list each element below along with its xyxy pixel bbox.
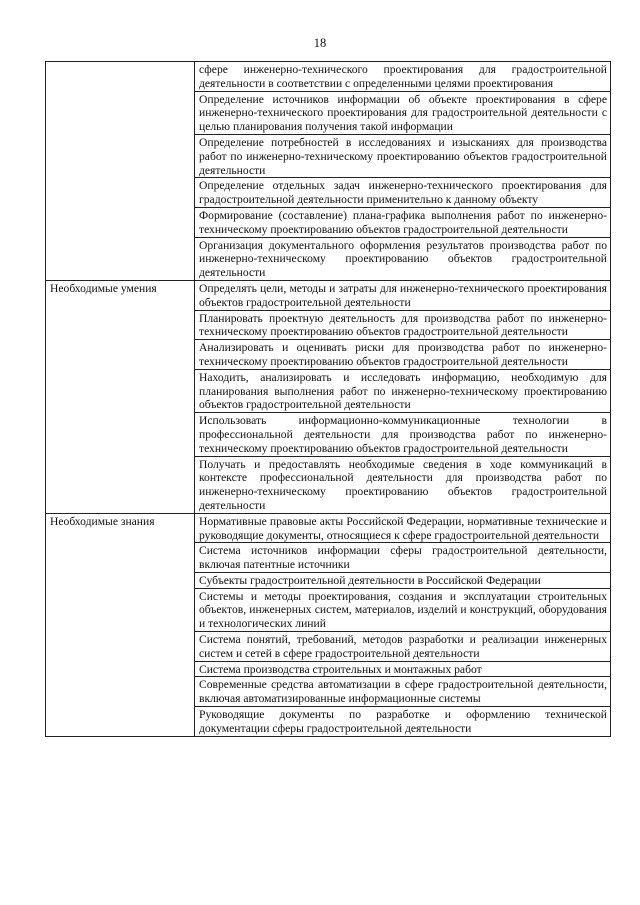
- page-number: 18: [313, 36, 327, 50]
- section-label-cell: [46, 62, 195, 281]
- requirement-text-cell: Руководящие документы по разработке и оформлению технической документации сферы градостроительной деятельности: [195, 707, 611, 737]
- requirement-text-cell: Системы и методы проектирования, создания и эксплуатации строительных объектов, инженерных систем, материалов, изделий и конструкций, оборудования и технологических линий: [195, 588, 611, 631]
- requirement-text-cell: Формирование (составление) плана-графика выполнения работ по инженерно-техническому проектированию объектов градостроительной деятельности: [195, 207, 611, 237]
- requirement-text-cell: Определять цели, методы и затраты для инженерно-технического проектирования объектов градостроительной деятельности: [195, 280, 611, 310]
- table-row: [46, 513, 611, 543]
- requirement-text-cell: Субъекты градостроительной деятельности в Российской Федерации: [195, 572, 611, 588]
- requirement-text-cell: Получать и предоставлять необходимые сведения в ходе коммуникаций в контексте профессиональной деятельности для производства работ по инженерно-техническому проектированию объектов градостроительной деятельности: [195, 456, 611, 513]
- requirements-table: [45, 61, 611, 737]
- requirement-text-cell: Анализировать и оценивать риски для производства работ по инженерно-техническому проектированию объектов градостроительной деятельности: [195, 340, 611, 370]
- requirement-text-cell: Система источников информации сферы градостроительной деятельности, включая патентные источники: [195, 543, 611, 573]
- requirement-text-cell: Планировать проектную деятельность для производства работ по инженерно-техническому проектированию объектов градостроительной деятельности: [195, 310, 611, 340]
- requirement-text-cell: сфере инженерно-технического проектирования для градостроительной деятельности в соответствии с определенными целями проектирования: [195, 62, 611, 92]
- table-row: [46, 62, 611, 92]
- requirement-text-cell: Определение отдельных задач инженерно-технического проектирования для градостроительной деятельности применительно к данному объекту: [195, 178, 611, 208]
- requirement-text-cell: Находить, анализировать и исследовать информацию, необходимую для планирования выполнения работ по инженерно-техническому проектированию объектов градостроительной деятельности: [195, 369, 611, 412]
- requirements-table-body: [46, 62, 611, 737]
- requirement-text-cell: Нормативные правовые акты Российской Федерации, нормативные технические и руководящие документы, относящиеся к сфере градостроительной деятельности: [195, 513, 611, 543]
- requirement-text-cell: Определение источников информации об объекте проектирования в сфере инженерно-технического проектирования для градостроительной деятельности с целью планирования получения такой информации: [195, 91, 611, 134]
- requirement-text-cell: Организация документального оформления результатов производства работ по инженерно-техническому проектированию объектов градостроительной деятельности: [195, 237, 611, 280]
- section-label-cell: Необходимые знания: [46, 513, 195, 736]
- section-label-cell: Необходимые умения: [46, 280, 195, 513]
- requirement-text-cell: Использовать информационно-коммуникационные технологии в профессиональной деятельности для производства работ по инженерно-техническому проектированию объектов градостроительной деятельности: [195, 413, 611, 456]
- requirement-text-cell: Определение потребностей в исследованиях и изысканиях для производства работ по инженерно-техническому проектированию объектов градостроительной деятельности: [195, 134, 611, 177]
- table-row: [46, 280, 611, 310]
- requirement-text-cell: Система производства строительных и монтажных работ: [195, 661, 611, 677]
- requirement-text-cell: Система понятий, требований, методов разработки и реализации инженерных систем и сетей в сфере градостроительной деятельности: [195, 632, 611, 662]
- requirement-text-cell: Современные средства автоматизации в сфере градостроительной деятельности, включая автоматизированные информационные системы: [195, 677, 611, 707]
